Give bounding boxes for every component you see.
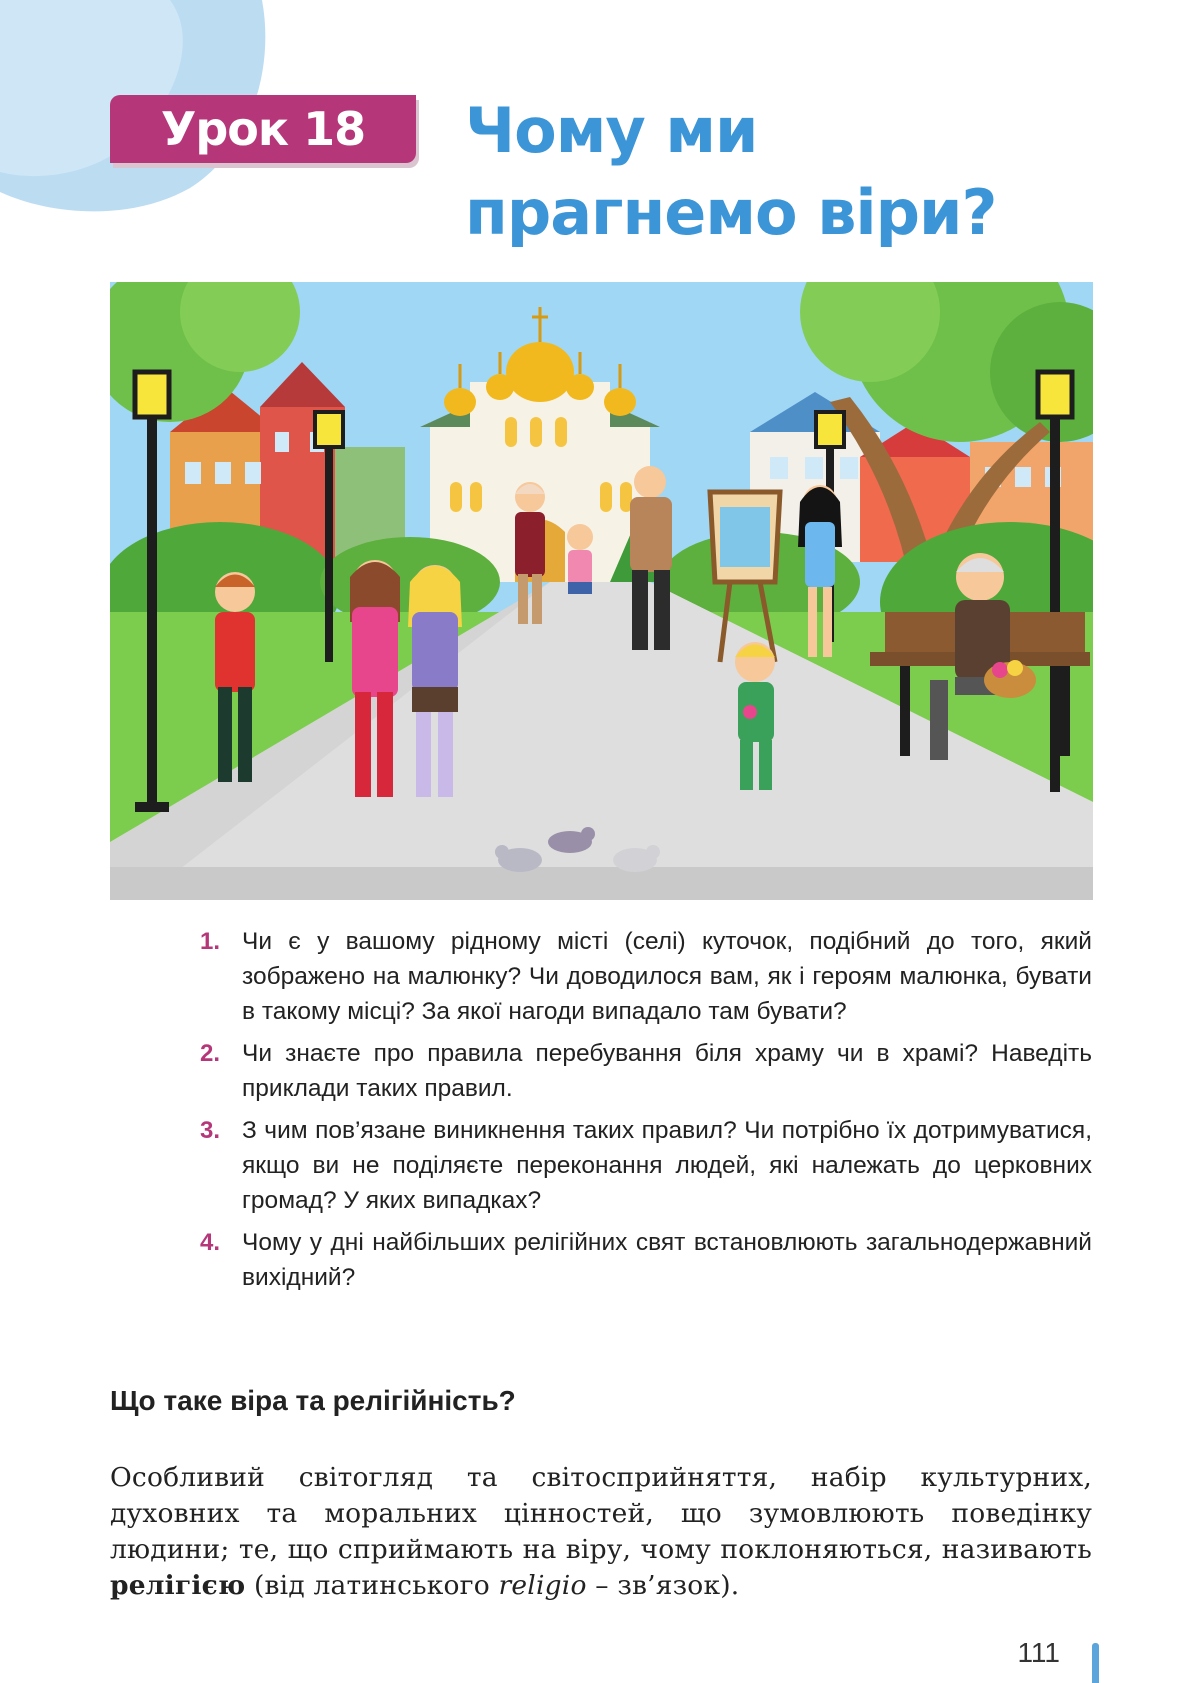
definition-part3: – зв’язок).	[586, 1570, 740, 1601]
question-number: 4.	[200, 1229, 221, 1256]
question-item	[200, 1225, 1092, 1295]
lesson-title-line2: прагнемо віри?	[465, 176, 997, 249]
page-edge-bar	[1092, 1643, 1099, 1683]
question-item	[200, 1036, 1092, 1106]
definition-part2: (від латинського	[245, 1570, 499, 1601]
question-number: 3.	[200, 1117, 221, 1144]
section-heading: Що таке віра та релігійність?	[110, 1385, 516, 1416]
definition-term: релігією	[110, 1570, 246, 1601]
question-number: 2.	[200, 1040, 221, 1067]
page-number: 111	[1017, 1637, 1060, 1668]
questions-list	[200, 924, 1092, 1302]
question-item	[200, 1113, 1092, 1218]
definition-paragraph	[110, 1460, 1092, 1604]
question-text: Чи є у вашому рідному місті (селі) куточок, подібний до того, який зображено на малюнку? Чи доводилося вам, як і героям малюнка, бувати в такому місці? За якої нагоди випадало там бувати?	[242, 928, 1092, 1025]
definition-latin: religio	[498, 1570, 587, 1601]
lesson-title	[465, 90, 996, 254]
lesson-badge	[110, 95, 416, 163]
question-number: 1.	[200, 928, 221, 955]
question-text: Чому у дні найбільших релігійних свят встановлюють загальнодержавний вихідний?	[242, 1229, 1092, 1291]
definition-part1: Особливий світогляд та світосприйняття, набір культурних, духовних та моральних цінностей, що зумовлюють поведінку людини; те, що сприймають на віру, чому поклоняються, називають	[110, 1462, 1092, 1565]
lesson-label: Урок 18	[160, 102, 366, 156]
park-church-illustration	[110, 282, 1093, 900]
question-text: З чим пов’язане виникнення таких правил? Чи потрібно їх дотримуватися, якщо ви не поділяєте переконання людей, які належать до церковних громад? У яких випадках?	[242, 1117, 1092, 1214]
lesson-title-line1: Чому ми	[465, 94, 758, 167]
question-text: Чи знаєте про правила перебування біля храму чи в храмі? Наведіть приклади таких правил.	[242, 1040, 1092, 1102]
question-item	[200, 924, 1092, 1029]
